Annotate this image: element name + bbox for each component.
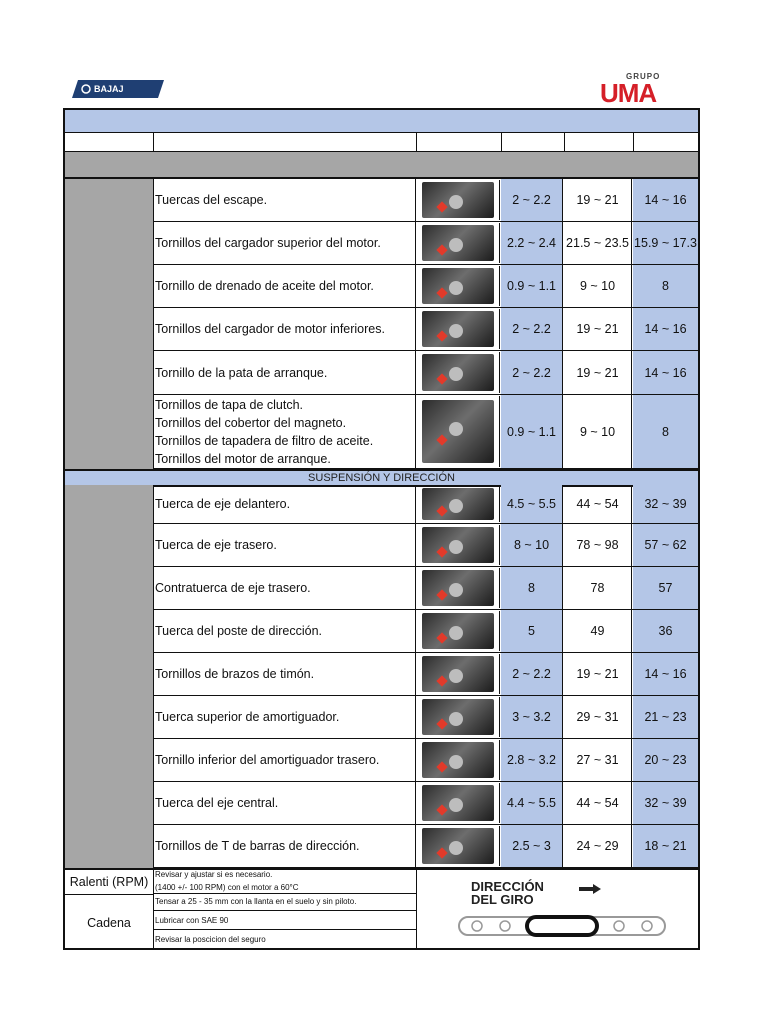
description-line: Tornillos de tapadera de filtro de aceite. (155, 433, 374, 448)
part-photo (417, 266, 500, 306)
part-photo (417, 180, 500, 220)
part-photo-placeholder (422, 225, 494, 260)
bajaj-logo (72, 80, 164, 98)
torque-value-v3: 21 ~ 23 (633, 696, 698, 738)
part-photo-placeholder (422, 354, 494, 390)
row-description (153, 782, 416, 824)
description-line: Tuerca superior de amortiguador. (155, 710, 340, 724)
torque-value-v3: 32 ~ 39 (633, 485, 698, 523)
part-photo (417, 309, 500, 349)
part-photo (417, 740, 500, 780)
torque-value-v2: 21.5 ~ 23.5 (564, 222, 632, 264)
table-row (153, 524, 698, 567)
note-line: Revisar la poscicion del seguro (155, 935, 266, 944)
row-description (153, 395, 416, 468)
part-photo-placeholder (422, 268, 494, 303)
torque-value-v2: 78 (564, 567, 632, 609)
torque-value-v2: 78 ~ 98 (564, 524, 632, 566)
uma-logo: UMA (600, 78, 657, 108)
torque-value-v3: 8 (633, 265, 698, 307)
torque-value-v2: 24 ~ 29 (564, 825, 632, 867)
table-row (153, 825, 698, 868)
torque-value-v3: 18 ~ 21 (633, 825, 698, 867)
chain-direction-image (417, 870, 698, 950)
part-photo-placeholder (422, 527, 494, 562)
part-photo (417, 826, 500, 866)
torque-value-v3: 36 (633, 610, 698, 652)
part-photo (417, 396, 500, 467)
torque-value-v3: 14 ~ 16 (633, 351, 698, 394)
torque-value-v2: 29 ~ 31 (564, 696, 632, 738)
torque-value-v3: 14 ~ 16 (633, 308, 698, 350)
bottom-labels (65, 870, 154, 950)
table-row (153, 696, 698, 739)
row-description (153, 265, 416, 307)
table-row (153, 739, 698, 782)
torque-value-v2: 19 ~ 21 (564, 653, 632, 695)
table-title-band (65, 110, 698, 133)
description-line: Tornillos del cobertor del magneto. (155, 415, 347, 430)
torque-value-v1: 4.5 ~ 5.5 (501, 485, 563, 523)
torque-value-v2: 44 ~ 54 (564, 782, 632, 824)
description-line: Tornillo inferior del amortiguador trasero. (155, 753, 380, 767)
row-description (153, 222, 416, 264)
torque-value-v1: 5 (501, 610, 563, 652)
section2-title: SUSPENSIÓN Y DIRECCIÓN (65, 469, 698, 487)
torque-value-v1: 2 ~ 2.2 (501, 351, 563, 394)
torque-value-v3: 15.9 ~ 17.3 (633, 222, 698, 264)
torque-value-v2: 49 (564, 610, 632, 652)
chain-icon (457, 911, 667, 941)
uma-grupo-label: GRUPO (626, 72, 661, 81)
row-description (153, 653, 416, 695)
part-photo-placeholder (422, 742, 494, 777)
part-photo-placeholder (422, 182, 494, 217)
torque-value-v1: 2.5 ~ 3 (501, 825, 563, 867)
part-photo-placeholder (422, 400, 494, 462)
table-row (153, 222, 698, 265)
description-line: Tuerca de eje delantero. (155, 497, 291, 511)
description-line: Tuercas del escape. (155, 193, 268, 207)
section1-band (65, 152, 698, 179)
note-line: Lubricar con SAE 90 (154, 916, 416, 930)
description-line: Tuerca de eje trasero. (155, 538, 277, 552)
torque-value-v1: 3 ~ 3.2 (501, 696, 563, 738)
note-line: (1400 +/- 100 RPM) con el motor a 60°C (154, 883, 416, 894)
table-row (153, 351, 698, 395)
description-line: Tornillo de la pata de arranque. (155, 365, 328, 380)
part-photo-placeholder (422, 311, 494, 346)
arrow-right-icon (579, 884, 601, 894)
row-description (153, 351, 416, 394)
description-line: Tornillos de brazos de timón. (155, 667, 315, 681)
direction-label (471, 880, 544, 906)
description-line: Tornillos del motor de arranque. (155, 451, 331, 466)
part-photo (417, 568, 500, 608)
torque-value-v2: 19 ~ 21 (564, 179, 632, 221)
torque-value-v1: 2 ~ 2.2 (501, 653, 563, 695)
direction-label-line2: DEL GIRO (471, 892, 534, 907)
torque-value-v3: 14 ~ 16 (633, 653, 698, 695)
torque-value-v3: 14 ~ 16 (633, 179, 698, 221)
torque-value-v1: 2.2 ~ 2.4 (501, 222, 563, 264)
row-description (153, 308, 416, 350)
torque-value-v2: 44 ~ 54 (564, 485, 632, 523)
description-line: Tuerca del eje central. (155, 796, 279, 810)
torque-value-v3: 20 ~ 23 (633, 739, 698, 781)
table-row (153, 395, 698, 469)
row-description (153, 696, 416, 738)
part-photo (417, 783, 500, 823)
bottom-notes (154, 870, 417, 950)
description-line: Tornillos del cargador superior del motor. (155, 236, 381, 250)
table-row (153, 179, 698, 222)
torque-value-v3: 57 ~ 62 (633, 524, 698, 566)
description-line: Contratuerca de eje trasero. (155, 581, 311, 595)
suspension-group-cell (65, 485, 154, 868)
table-header-row (65, 133, 698, 152)
table-row (153, 265, 698, 308)
part-photo-placeholder (422, 656, 494, 691)
row-description (153, 524, 416, 566)
row-description (153, 610, 416, 652)
part-photo (417, 525, 500, 565)
torque-value-v1: 0.9 ~ 1.1 (501, 395, 563, 468)
part-photo-placeholder (422, 699, 494, 734)
torque-value-v1: 0.9 ~ 1.1 (501, 265, 563, 307)
torque-value-v2: 9 ~ 10 (564, 395, 632, 468)
torque-value-v1: 4.4 ~ 5.5 (501, 782, 563, 824)
torque-value-v2: 19 ~ 21 (564, 351, 632, 394)
description-line: Tuerca del poste de dirección. (155, 624, 322, 638)
part-photo (417, 486, 500, 522)
table-row (153, 610, 698, 653)
row-description (153, 825, 416, 867)
table-row (153, 485, 698, 524)
description-line: Tornillos del cargador de motor inferiores. (155, 322, 385, 336)
part-photo (417, 654, 500, 694)
table-row (153, 567, 698, 610)
note-line: Revisar y ajustar si es necesario. (155, 870, 273, 879)
cadena-label: Cadena (87, 915, 131, 930)
bottom-section (65, 868, 698, 950)
motor-group-cell (65, 179, 154, 469)
torque-value-v2: 19 ~ 21 (564, 308, 632, 350)
table-row (153, 782, 698, 825)
description-line: Tornillo de drenado de aceite del motor. (155, 279, 374, 293)
row-description (153, 739, 416, 781)
torque-value-v1: 8 ~ 10 (501, 524, 563, 566)
torque-value-v1: 8 (501, 567, 563, 609)
svg-text:BAJAJ: BAJAJ (94, 84, 124, 94)
torque-value-v3: 57 (633, 567, 698, 609)
torque-value-v3: 32 ~ 39 (633, 782, 698, 824)
description-line: Tornillos de T de barras de dirección. (155, 839, 360, 853)
part-photo (417, 697, 500, 737)
part-photo-placeholder (422, 488, 494, 520)
torque-value-v1: 2 ~ 2.2 (501, 308, 563, 350)
table-row (153, 653, 698, 696)
table-row (153, 308, 698, 351)
torque-value-v1: 2.8 ~ 3.2 (501, 739, 563, 781)
direction-label-line1: DIRECCIÓN (471, 879, 544, 894)
row-description (153, 179, 416, 221)
part-photo-placeholder (422, 570, 494, 605)
torque-value-v3: 8 (633, 395, 698, 468)
part-photo (417, 352, 500, 393)
ralenti-label: Ralenti (RPM) (65, 870, 153, 895)
part-photo-placeholder (422, 828, 494, 863)
part-photo-placeholder (422, 613, 494, 648)
description-line: Tornillos de tapa de clutch. (155, 397, 304, 412)
part-photo (417, 223, 500, 263)
row-description (153, 485, 416, 523)
part-photo (417, 611, 500, 651)
part-photo-placeholder (422, 785, 494, 820)
row-description (153, 567, 416, 609)
torque-value-v2: 27 ~ 31 (564, 739, 632, 781)
note-line: Tensar a 25 - 35 mm con la llanta en el suelo y sin piloto. (154, 897, 416, 911)
torque-value-v1: 2 ~ 2.2 (501, 179, 563, 221)
torque-value-v2: 9 ~ 10 (564, 265, 632, 307)
